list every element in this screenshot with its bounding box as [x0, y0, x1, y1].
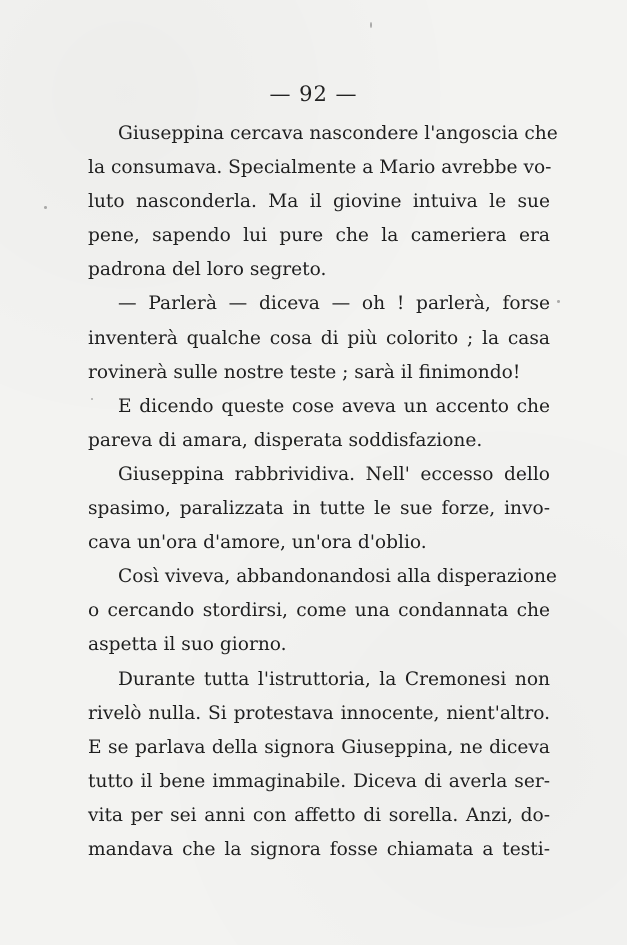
text-line: Giuseppina rabbrividiva. Nell' eccesso dello [118, 463, 550, 485]
text-line: spasimo, paralizzata in tutte le sue forze, invo- [88, 498, 550, 520]
text-line: rivelò nulla. Si protestava innocente, nient'altro. [88, 702, 550, 724]
text-line: luto nasconderla. Ma il giovine intuiva le sue [88, 191, 550, 213]
text-line: pareva di amara, disperata soddisfazione. [88, 429, 483, 451]
page-number: — 92 — [269, 82, 358, 106]
text-line: cava un'ora d'amore, un'ora d'oblio. [88, 532, 427, 554]
text-line: mandava che la signora fosse chiamata a testi- [88, 838, 550, 860]
text-line: E dicendo queste cose aveva un accento che [118, 395, 550, 417]
text-line: Giuseppina cercava nascondere l'angoscia che [118, 123, 558, 144]
text-line: rovinerà sulle nostre teste ; sarà il finimondo! [88, 361, 521, 383]
print-speck [91, 398, 93, 400]
print-speck [44, 206, 47, 209]
print-speck [557, 300, 560, 303]
print-speck [370, 22, 372, 28]
text-line: pene, sapendo lui pure che la cameriera era [88, 225, 550, 247]
text-line: Così viveva, abbandonandosi alla disperazione [118, 566, 557, 588]
text-line: padrona del loro segreto. [88, 259, 327, 281]
page-body-text [88, 117, 558, 867]
text-line: aspetta il suo giorno. [88, 634, 287, 656]
text-line: o cercando stordirsi, come una condannata che [88, 600, 550, 622]
text-line: E se parlava della signora Giuseppina, ne diceva [88, 736, 550, 758]
text-line: tutto il bene immaginabile. Diceva di averla ser- [88, 770, 550, 792]
text-line: — Parlerà — diceva — oh ! parlerà, forse [118, 293, 550, 315]
text-line: inventerà qualche cosa di più colorito ; la casa [88, 327, 550, 349]
text-line: vita per sei anni con affetto di sorella. Anzi, do- [88, 804, 550, 826]
text-line: Durante tutta l'istruttoria, la Cremonesi non [118, 668, 550, 690]
text-line: la consumava. Specialmente a Mario avrebbe vo- [88, 157, 552, 179]
